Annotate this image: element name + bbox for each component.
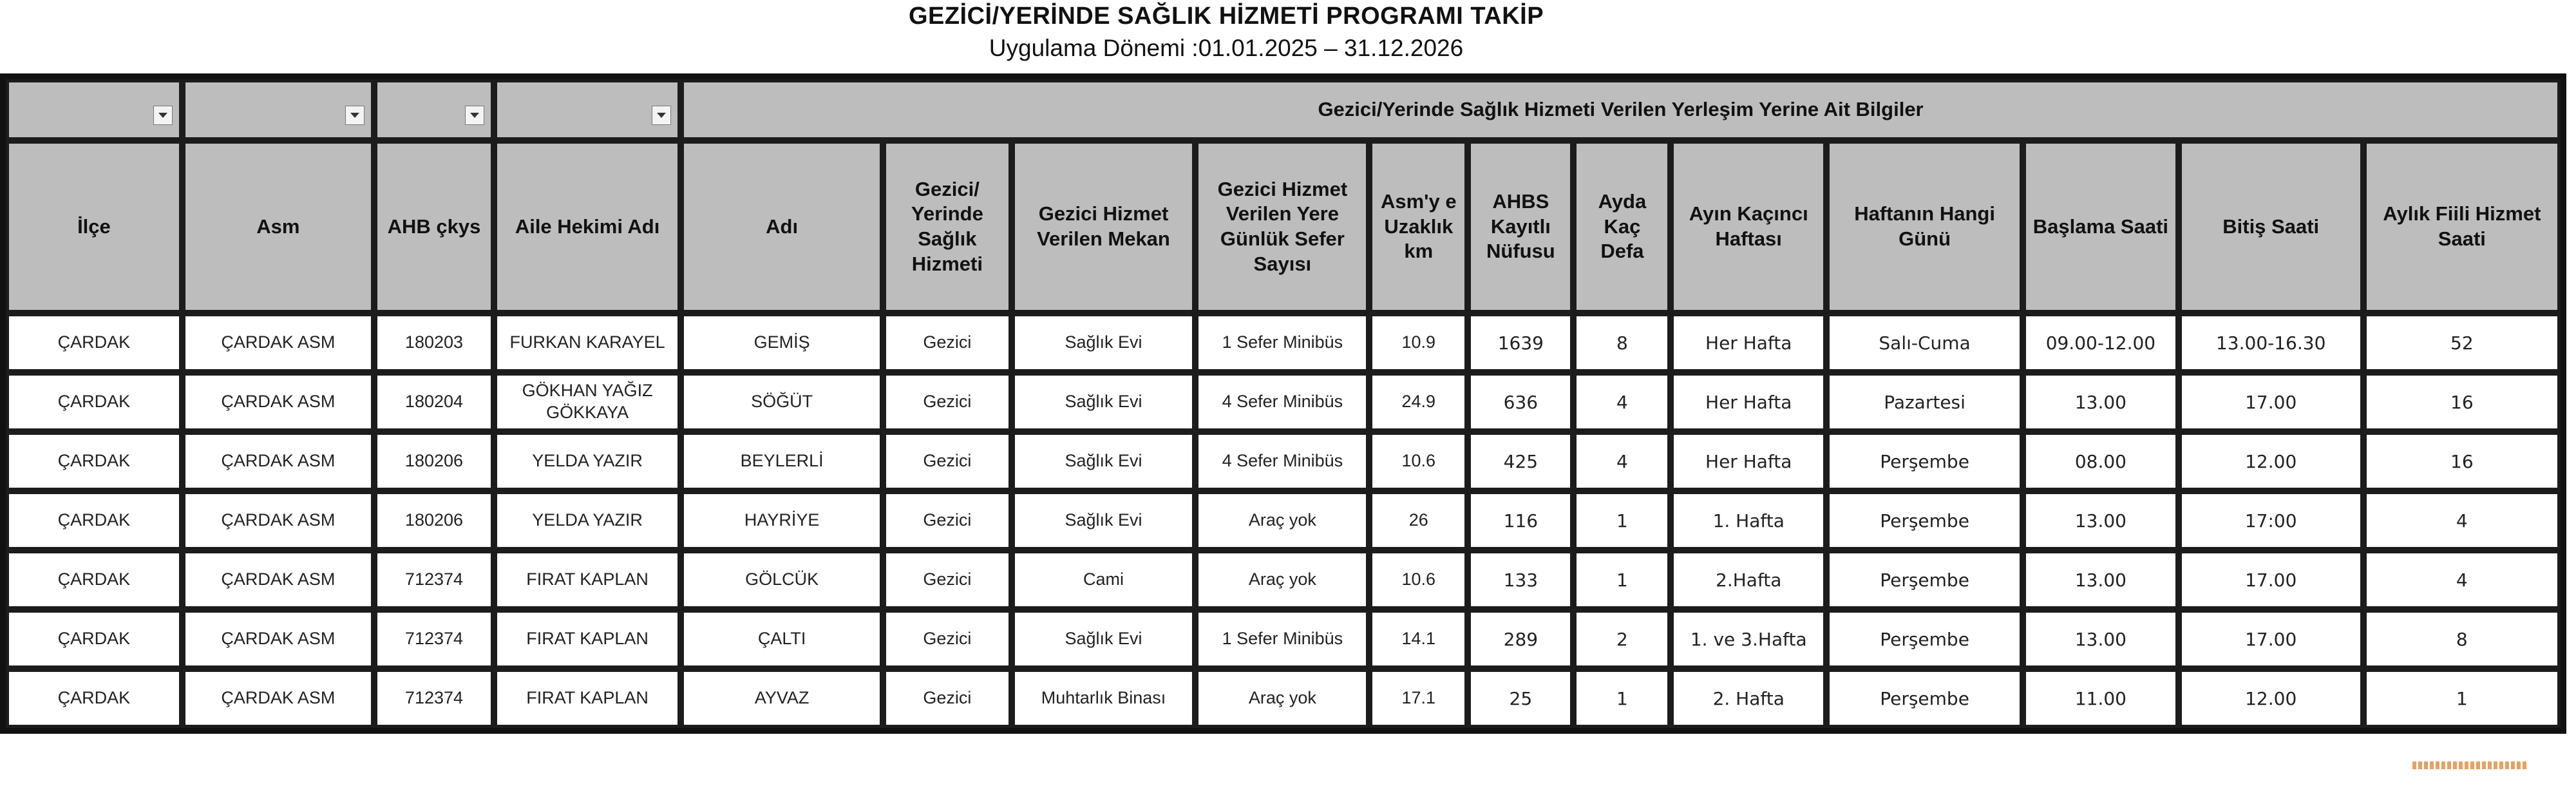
- column-header: Haftanın Hangi Günü: [1826, 140, 2023, 313]
- filter-cell-ahb: [374, 79, 494, 140]
- cell-gun: Pazartesi: [1826, 372, 2023, 432]
- table-row: [6, 669, 2561, 728]
- cell-uzaklik: 14.1: [1369, 609, 1468, 669]
- cell-aylik-hizmet-saati: 8: [2363, 609, 2561, 669]
- cell-ahb-ckys: 180203: [374, 313, 494, 372]
- cell-nufus: 636: [1468, 372, 1573, 432]
- column-header: Ayda Kaç Defa: [1573, 140, 1671, 313]
- column-header: Ayın Kaçıncı Haftası: [1671, 140, 1826, 313]
- filter-cell-asm: [182, 79, 374, 140]
- cell-ahb-ckys: 180204: [374, 372, 494, 432]
- cell-aile-hekimi: FIRAT KAPLAN: [494, 609, 681, 669]
- column-header: AHB çkys: [374, 140, 494, 313]
- cell-sefer-sayisi: Araç yok: [1195, 550, 1369, 609]
- table-row: [6, 491, 2561, 550]
- filter-dropdown-icon[interactable]: [465, 106, 484, 125]
- column-header-row: [6, 140, 2561, 313]
- column-header: Gezici Hizmet Verilen Mekan: [1012, 140, 1196, 313]
- cell-asm: ÇARDAK ASM: [182, 372, 374, 432]
- cell-baslama-saati: 13.00: [2023, 609, 2179, 669]
- cell-aile-hekimi: FIRAT KAPLAN: [494, 550, 681, 609]
- cell-baslama-saati: 13.00: [2023, 491, 2179, 550]
- cell-hizmet-turu: Gezici: [883, 609, 1011, 669]
- cell-hafta: Her Hafta: [1671, 372, 1826, 432]
- cell-sefer-sayisi: 1 Sefer Minibüs: [1195, 313, 1369, 372]
- cell-uzaklik: 10.6: [1369, 550, 1468, 609]
- cell-aylik-hizmet-saati: 4: [2363, 550, 2561, 609]
- cell-hizmet-turu: Gezici: [883, 491, 1011, 550]
- cell-hizmet-turu: Gezici: [883, 432, 1011, 491]
- cell-aile-hekimi: YELDA YAZIR: [494, 432, 681, 491]
- cell-bitis-saati: 13.00-16.30: [2179, 313, 2363, 372]
- schedule-table: [0, 73, 2566, 734]
- cell-aile-hekimi: FIRAT KAPLAN: [494, 669, 681, 728]
- cell-sefer-sayisi: 4 Sefer Minibüs: [1195, 432, 1369, 491]
- cell-mekan: Sağlık Evi: [1012, 432, 1196, 491]
- cell-hafta: 1. ve 3.Hafta: [1671, 609, 1826, 669]
- cell-gun: Perşembe: [1826, 550, 2023, 609]
- cell-uzaklik: 26: [1369, 491, 1468, 550]
- cell-bitis-saati: 17.00: [2179, 609, 2363, 669]
- cell-asm: ÇARDAK ASM: [182, 609, 374, 669]
- column-header: Bitiş Saati: [2179, 140, 2363, 313]
- cell-uzaklik: 10.9: [1369, 313, 1468, 372]
- cell-baslama-saati: 13.00: [2023, 550, 2179, 609]
- cell-aile-hekimi: GÖKHAN YAĞIZ GÖKKAYA: [494, 372, 681, 432]
- cell-bitis-saati: 17.00: [2179, 372, 2363, 432]
- group-header: Gezici/Yerinde Sağlık Hizmeti Verilen Yerleşim Yerine Ait Bilgiler: [681, 79, 2561, 140]
- cell-ilce: ÇARDAK: [6, 550, 182, 609]
- cell-hafta: 2. Hafta: [1671, 669, 1826, 728]
- column-header: Aylık Fiili Hizmet Saati: [2363, 140, 2561, 313]
- column-header: Asm'y e Uzaklık km: [1369, 140, 1468, 313]
- cell-ahb-ckys: 180206: [374, 432, 494, 491]
- column-header: Gezici/ Yerinde Sağlık Hizmeti: [883, 140, 1011, 313]
- cell-aile-hekimi: YELDA YAZIR: [494, 491, 681, 550]
- cell-nufus: 25: [1468, 669, 1573, 728]
- column-header: Asm: [182, 140, 374, 313]
- table-row: [6, 432, 2561, 491]
- cell-ahb-ckys: 712374: [374, 609, 494, 669]
- cell-uzaklik: 24.9: [1369, 372, 1468, 432]
- filter-cell-hekim: [494, 79, 681, 140]
- cell-gun: Perşembe: [1826, 609, 2023, 669]
- filter-dropdown-icon[interactable]: [345, 106, 365, 125]
- cell-nufus: 133: [1468, 550, 1573, 609]
- cell-mekan: Muhtarlık Binası: [1012, 669, 1196, 728]
- cell-baslama-saati: 13.00: [2023, 372, 2179, 432]
- cell-nufus: 1639: [1468, 313, 1573, 372]
- cell-asm: ÇARDAK ASM: [182, 491, 374, 550]
- cell-bitis-saati: 17:00: [2179, 491, 2363, 550]
- cell-yer-adi: ÇALTI: [681, 609, 883, 669]
- cell-yer-adi: BEYLERLİ: [681, 432, 883, 491]
- cell-asm: ÇARDAK ASM: [182, 313, 374, 372]
- cell-aile-hekimi: FURKAN KARAYEL: [494, 313, 681, 372]
- cell-aylik-hizmet-saati: 1: [2363, 669, 2561, 728]
- cell-nufus: 425: [1468, 432, 1573, 491]
- cell-aylik-hizmet-saati: 16: [2363, 372, 2561, 432]
- cell-yer-adi: HAYRİYE: [681, 491, 883, 550]
- cell-ayda-kac-defa: 8: [1573, 313, 1671, 372]
- cell-baslama-saati: 09.00-12.00: [2023, 313, 2179, 372]
- cell-nufus: 289: [1468, 609, 1573, 669]
- cell-mekan: Sağlık Evi: [1012, 372, 1196, 432]
- filter-cell-ilce: [6, 79, 182, 140]
- cell-mekan: Cami: [1012, 550, 1196, 609]
- cell-yer-adi: GÖLCÜK: [681, 550, 883, 609]
- cell-uzaklik: 17.1: [1369, 669, 1468, 728]
- cell-yer-adi: GEMİŞ: [681, 313, 883, 372]
- cell-sefer-sayisi: 4 Sefer Minibüs: [1195, 372, 1369, 432]
- cell-asm: ÇARDAK ASM: [182, 550, 374, 609]
- cell-ayda-kac-defa: 2: [1573, 609, 1671, 669]
- cell-hafta: 2.Hafta: [1671, 550, 1826, 609]
- cell-aylik-hizmet-saati: 4: [2363, 491, 2561, 550]
- cell-mekan: Sağlık Evi: [1012, 313, 1196, 372]
- cell-ayda-kac-defa: 1: [1573, 669, 1671, 728]
- cell-sefer-sayisi: Araç yok: [1195, 491, 1369, 550]
- table-row: [6, 550, 2561, 609]
- cell-nufus: 116: [1468, 491, 1573, 550]
- cell-hizmet-turu: Gezici: [883, 372, 1011, 432]
- cell-aylik-hizmet-saati: 52: [2363, 313, 2561, 372]
- cell-sefer-sayisi: 1 Sefer Minibüs: [1195, 609, 1369, 669]
- table-row: [6, 372, 2561, 432]
- cell-mekan: Sağlık Evi: [1012, 491, 1196, 550]
- cell-ayda-kac-defa: 4: [1573, 372, 1671, 432]
- cell-sefer-sayisi: Araç yok: [1195, 669, 1369, 728]
- cell-hafta: Her Hafta: [1671, 432, 1826, 491]
- cell-bitis-saati: 17.00: [2179, 550, 2363, 609]
- cell-ilce: ÇARDAK: [6, 432, 182, 491]
- cell-ahb-ckys: 712374: [374, 669, 494, 728]
- cell-gun: Perşembe: [1826, 432, 2023, 491]
- column-header: Başlama Saati: [2023, 140, 2179, 313]
- document-subtitle: Uygulama Dönemi :01.01.2025 – 31.12.2026: [989, 35, 1464, 61]
- cell-ahb-ckys: 712374: [374, 550, 494, 609]
- cell-aylik-hizmet-saati: 16: [2363, 432, 2561, 491]
- column-header: Gezici Hizmet Verilen Yere Günlük Sefer Sayısı: [1195, 140, 1369, 313]
- cell-baslama-saati: 08.00: [2023, 432, 2179, 491]
- cell-baslama-saati: 11.00: [2023, 669, 2179, 728]
- filter-dropdown-icon[interactable]: [652, 106, 671, 125]
- table-row: [6, 313, 2561, 372]
- cell-ayda-kac-defa: 4: [1573, 432, 1671, 491]
- cell-mekan: Sağlık Evi: [1012, 609, 1196, 669]
- cell-ilce: ÇARDAK: [6, 491, 182, 550]
- cell-uzaklik: 10.6: [1369, 432, 1468, 491]
- cell-hizmet-turu: Gezici: [883, 550, 1011, 609]
- cell-ahb-ckys: 180206: [374, 491, 494, 550]
- cell-ayda-kac-defa: 1: [1573, 550, 1671, 609]
- cell-gun: Perşembe: [1826, 491, 2023, 550]
- cell-hafta: 1. Hafta: [1671, 491, 1826, 550]
- cell-ilce: ÇARDAK: [6, 313, 182, 372]
- cell-yer-adi: AYVAZ: [681, 669, 883, 728]
- column-header: AHBS Kayıtlı Nüfusu: [1468, 140, 1573, 313]
- cell-bitis-saati: 12.00: [2179, 669, 2363, 728]
- cell-gun: Salı-Cuma: [1826, 313, 2023, 372]
- cell-ilce: ÇARDAK: [6, 609, 182, 669]
- cell-asm: ÇARDAK ASM: [182, 669, 374, 728]
- filter-row: [6, 79, 2561, 140]
- table-body: [6, 313, 2561, 728]
- cell-asm: ÇARDAK ASM: [182, 432, 374, 491]
- cell-ilce: ÇARDAK: [6, 372, 182, 432]
- cell-hizmet-turu: Gezici: [883, 669, 1011, 728]
- cell-ilce: ÇARDAK: [6, 669, 182, 728]
- filter-dropdown-icon[interactable]: [153, 106, 173, 125]
- cell-hafta: Her Hafta: [1671, 313, 1826, 372]
- cell-ayda-kac-defa: 1: [1573, 491, 1671, 550]
- table-row: [6, 609, 2561, 669]
- column-header: Aile Hekimi Adı: [494, 140, 681, 313]
- column-header: İlçe: [6, 140, 182, 313]
- cell-hizmet-turu: Gezici: [883, 313, 1011, 372]
- cell-gun: Perşembe: [1826, 669, 2023, 728]
- cell-bitis-saati: 12.00: [2179, 432, 2363, 491]
- cell-yer-adi: SÖĞÜT: [681, 372, 883, 432]
- footer-decoration: [2412, 761, 2528, 769]
- column-header: Adı: [681, 140, 883, 313]
- document-title: GEZİCİ/YERİNDE SAĞLIK HİZMETİ PROGRAMI TAKİP: [908, 3, 1544, 30]
